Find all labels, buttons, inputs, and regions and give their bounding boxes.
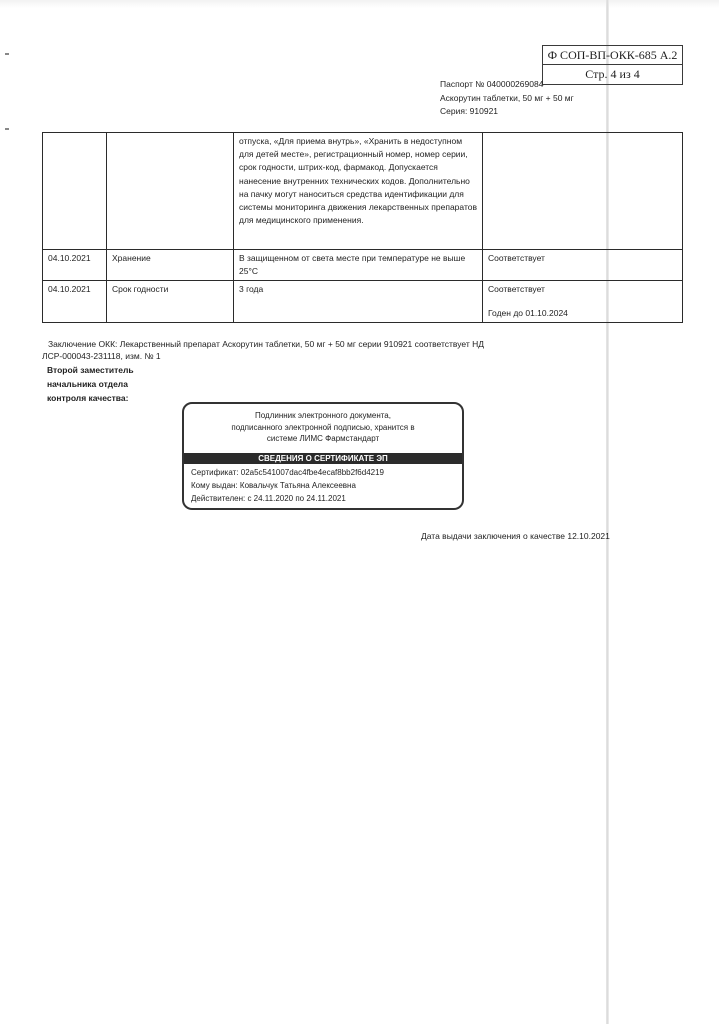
quality-table — [42, 132, 683, 323]
scan-shadow — [0, 0, 719, 8]
scan-mark — [5, 128, 9, 130]
stamp-line: системе ЛИМС Фармстандарт — [266, 434, 380, 443]
expiry-note: Годен до 01.10.2024 — [488, 307, 568, 318]
result-value: Соответствует — [488, 284, 545, 295]
certificate-owner: Кому выдан: Ковальчук Татьяна Алексеевна — [191, 481, 356, 490]
result-cell — [483, 133, 683, 250]
date-cell: 04.10.2021 — [43, 250, 107, 281]
table-row — [43, 281, 683, 322]
signer-line: Второй заместитель — [47, 365, 134, 375]
issue-date: Дата выдачи заключения о качестве 12.10.2021 — [421, 531, 610, 541]
form-code: Ф СОП-ВП-ОКК-685 А.2 — [543, 46, 682, 65]
test-cell: Хранение — [107, 250, 234, 281]
certificate-number: Сертификат: 02a5c541007dac4fbe4ecaf8bb2f6d4219 — [191, 468, 384, 477]
table-row — [43, 250, 683, 281]
passport-product: Аскорутин таблетки, 50 мг + 50 мг — [440, 92, 574, 103]
requirement-cell: В защищенном от света месте при температуре не выше 25°C — [234, 250, 483, 281]
test-cell — [107, 133, 234, 250]
certificate-info — [191, 466, 457, 505]
date-cell — [43, 133, 107, 250]
test-cell: Срок годности — [107, 281, 234, 322]
e-signature-stamp — [182, 402, 464, 510]
page-number: Стр. 4 из 4 — [585, 67, 640, 81]
table-row — [43, 133, 683, 250]
conclusion-line: ЛСР-000043-231118, изм. № 1 — [42, 351, 161, 361]
signer-line: начальника отдела — [47, 379, 128, 389]
stamp-line: подписанного электронной подписью, хранится в — [231, 422, 415, 432]
scan-mark — [5, 53, 9, 55]
passport-number: Паспорт № 040000269084 — [440, 79, 544, 89]
result-cell — [483, 281, 683, 322]
passport-series: Серия: 910921 — [440, 106, 499, 116]
requirement-cell: 3 года — [234, 281, 483, 322]
signer-title — [47, 363, 134, 405]
date-cell: 04.10.2021 — [43, 281, 107, 322]
conclusion-text — [42, 338, 512, 362]
conclusion-line: Заключение ОКК: Лекарственный препарат Аскорутин таблетки, 50 мг + 50 мг серии 910921 соответствует НД — [48, 339, 485, 349]
result-cell: Соответствует — [483, 250, 683, 281]
stamp-original-notice — [184, 410, 462, 445]
requirement-cell: отпуска, «Для приема внутрь», «Хранить в недоступном для детей месте», регистрационный номер, номер серии, срок годности, штрих-код, фармакод. Допускается нанесение внутренних технических кодов. Дополнительно на пачку могут наноситься средства идентификации для системы мониторинга движения лекарственных препаратов для медицинского применения. — [234, 133, 483, 250]
passport-header — [440, 78, 574, 119]
stamp-header: СВЕДЕНИЯ О СЕРТИФИКАТЕ ЭП — [184, 453, 462, 464]
signer-line: контроля качества: — [47, 393, 129, 403]
stamp-line: Подлинник электронного документа, — [255, 411, 391, 420]
certificate-validity: Действителен: с 24.11.2020 по 24.11.2021 — [191, 494, 346, 503]
